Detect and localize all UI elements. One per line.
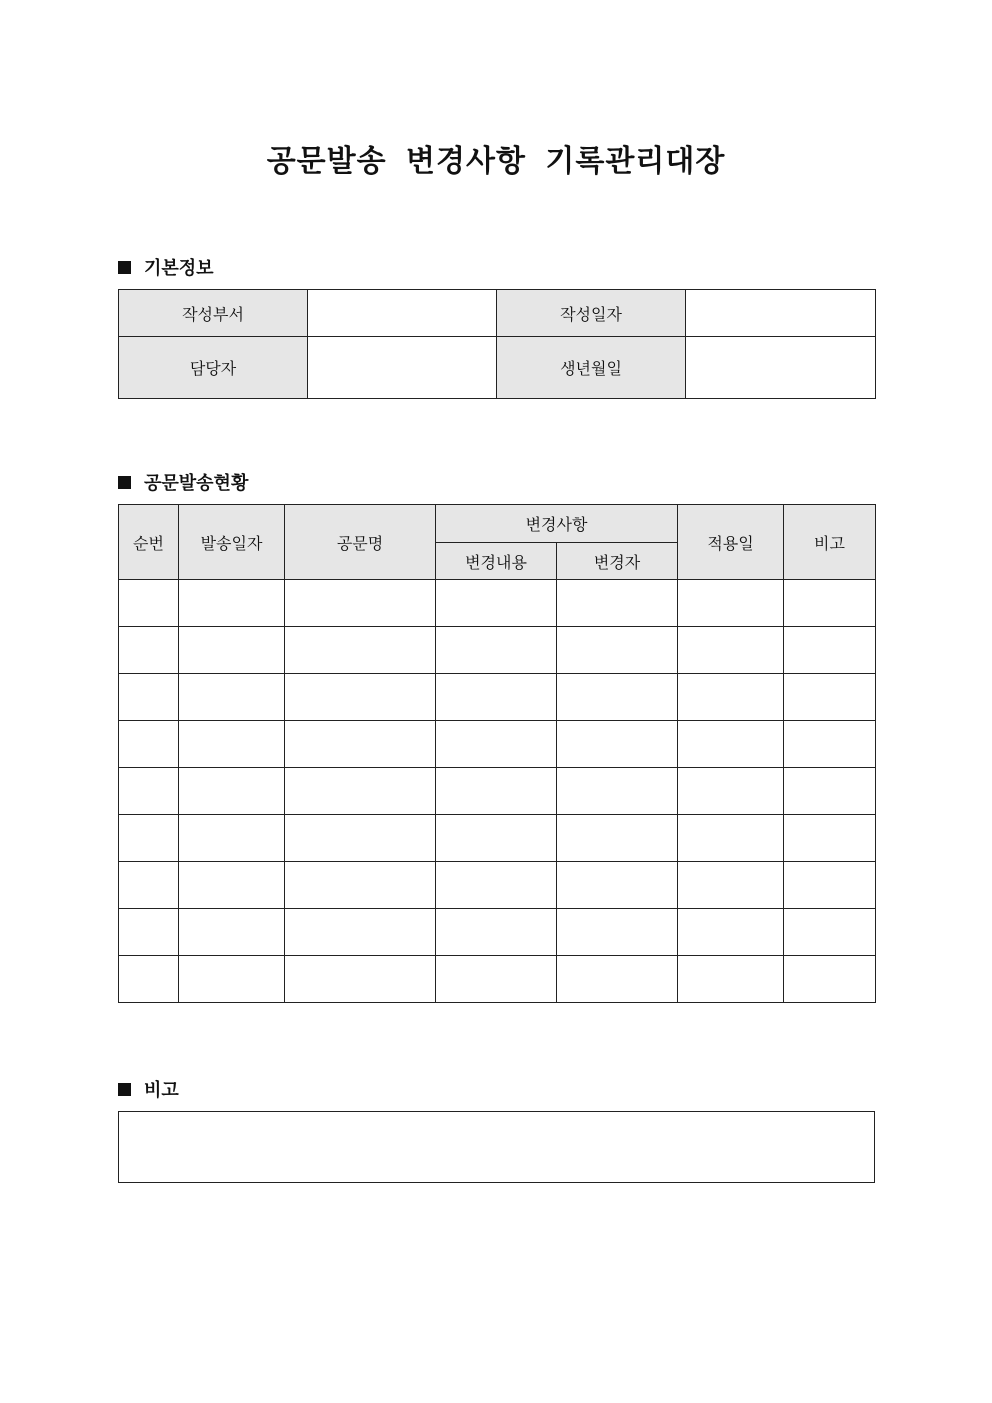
manager-value[interactable]	[308, 337, 497, 399]
header-change-content: 변경내용	[436, 543, 557, 580]
changer-cell[interactable]	[557, 580, 678, 627]
changer-cell[interactable]	[557, 909, 678, 956]
changer-cell[interactable]	[557, 674, 678, 721]
birth-label: 생년월일	[497, 337, 686, 399]
note-cell[interactable]	[784, 815, 876, 862]
table-row	[119, 956, 876, 1003]
square-bullet-icon	[118, 1083, 131, 1096]
doc-name-cell[interactable]	[285, 627, 436, 674]
no-cell[interactable]	[119, 674, 179, 721]
changer-cell[interactable]	[557, 721, 678, 768]
remarks-heading	[118, 1076, 179, 1102]
remarks-heading-label: 비고	[144, 1080, 179, 1101]
note-cell[interactable]	[784, 580, 876, 627]
table-row	[119, 862, 876, 909]
birth-value[interactable]	[686, 337, 876, 399]
apply-date-cell[interactable]	[678, 815, 784, 862]
no-cell[interactable]	[119, 768, 179, 815]
doc-name-cell[interactable]	[285, 815, 436, 862]
change-content-cell[interactable]	[436, 580, 557, 627]
table-row	[119, 768, 876, 815]
no-cell[interactable]	[119, 580, 179, 627]
changer-cell[interactable]	[557, 627, 678, 674]
send-date-cell[interactable]	[179, 909, 285, 956]
no-cell[interactable]	[119, 721, 179, 768]
apply-date-cell[interactable]	[678, 909, 784, 956]
table-row	[119, 674, 876, 721]
apply-date-cell[interactable]	[678, 674, 784, 721]
no-cell[interactable]	[119, 862, 179, 909]
send-date-cell[interactable]	[179, 721, 285, 768]
change-content-cell[interactable]	[436, 909, 557, 956]
doc-name-cell[interactable]	[285, 909, 436, 956]
send-date-cell[interactable]	[179, 815, 285, 862]
change-content-cell[interactable]	[436, 956, 557, 1003]
dispatch-heading	[118, 469, 248, 495]
apply-date-cell[interactable]	[678, 862, 784, 909]
note-cell[interactable]	[784, 721, 876, 768]
doc-name-cell[interactable]	[285, 768, 436, 815]
change-content-cell[interactable]	[436, 627, 557, 674]
basic-info-heading-label: 기본정보	[144, 258, 214, 279]
page-title: 공문발송 변경사항 기록관리대장	[266, 144, 726, 179]
note-cell[interactable]	[784, 956, 876, 1003]
square-bullet-icon	[118, 476, 131, 489]
doc-name-cell[interactable]	[285, 674, 436, 721]
send-date-cell[interactable]	[179, 627, 285, 674]
table-row	[119, 580, 876, 627]
doc-name-cell[interactable]	[285, 956, 436, 1003]
send-date-cell[interactable]	[179, 862, 285, 909]
header-change: 변경사항	[436, 505, 678, 543]
send-date-cell[interactable]	[179, 768, 285, 815]
change-content-cell[interactable]	[436, 768, 557, 815]
no-cell[interactable]	[119, 909, 179, 956]
no-cell[interactable]	[119, 627, 179, 674]
table-row	[119, 815, 876, 862]
table-row	[119, 909, 876, 956]
header-no: 순번	[119, 505, 179, 580]
no-cell[interactable]	[119, 956, 179, 1003]
apply-date-cell[interactable]	[678, 721, 784, 768]
send-date-cell[interactable]	[179, 580, 285, 627]
square-bullet-icon	[118, 261, 131, 274]
remarks-box[interactable]	[118, 1111, 875, 1183]
change-content-cell[interactable]	[436, 721, 557, 768]
change-content-cell[interactable]	[436, 815, 557, 862]
note-cell[interactable]	[784, 627, 876, 674]
header-apply-date: 적용일	[678, 505, 784, 580]
dispatch-heading-label: 공문발송현황	[144, 473, 249, 494]
dept-label: 작성부서	[119, 290, 308, 337]
no-cell[interactable]	[119, 815, 179, 862]
table-row	[119, 627, 876, 674]
manager-label: 담당자	[119, 337, 308, 399]
change-content-cell[interactable]	[436, 674, 557, 721]
doc-name-cell[interactable]	[285, 862, 436, 909]
header-changer: 변경자	[557, 543, 678, 580]
note-cell[interactable]	[784, 862, 876, 909]
send-date-cell[interactable]	[179, 956, 285, 1003]
header-note: 비고	[784, 505, 876, 580]
changer-cell[interactable]	[557, 956, 678, 1003]
header-doc-name: 공문명	[285, 505, 436, 580]
note-cell[interactable]	[784, 674, 876, 721]
changer-cell[interactable]	[557, 815, 678, 862]
change-content-cell[interactable]	[436, 862, 557, 909]
dept-value[interactable]	[308, 290, 497, 337]
apply-date-cell[interactable]	[678, 627, 784, 674]
note-cell[interactable]	[784, 768, 876, 815]
dispatch-table	[118, 504, 876, 1003]
changer-cell[interactable]	[557, 862, 678, 909]
date-value[interactable]	[686, 290, 876, 337]
apply-date-cell[interactable]	[678, 768, 784, 815]
header-send-date: 발송일자	[179, 505, 285, 580]
doc-name-cell[interactable]	[285, 580, 436, 627]
send-date-cell[interactable]	[179, 674, 285, 721]
basic-info-heading	[118, 254, 214, 280]
date-label: 작성일자	[497, 290, 686, 337]
doc-name-cell[interactable]	[285, 721, 436, 768]
apply-date-cell[interactable]	[678, 956, 784, 1003]
apply-date-cell[interactable]	[678, 580, 784, 627]
note-cell[interactable]	[784, 909, 876, 956]
basic-info-table	[118, 289, 876, 399]
table-row	[119, 721, 876, 768]
changer-cell[interactable]	[557, 768, 678, 815]
